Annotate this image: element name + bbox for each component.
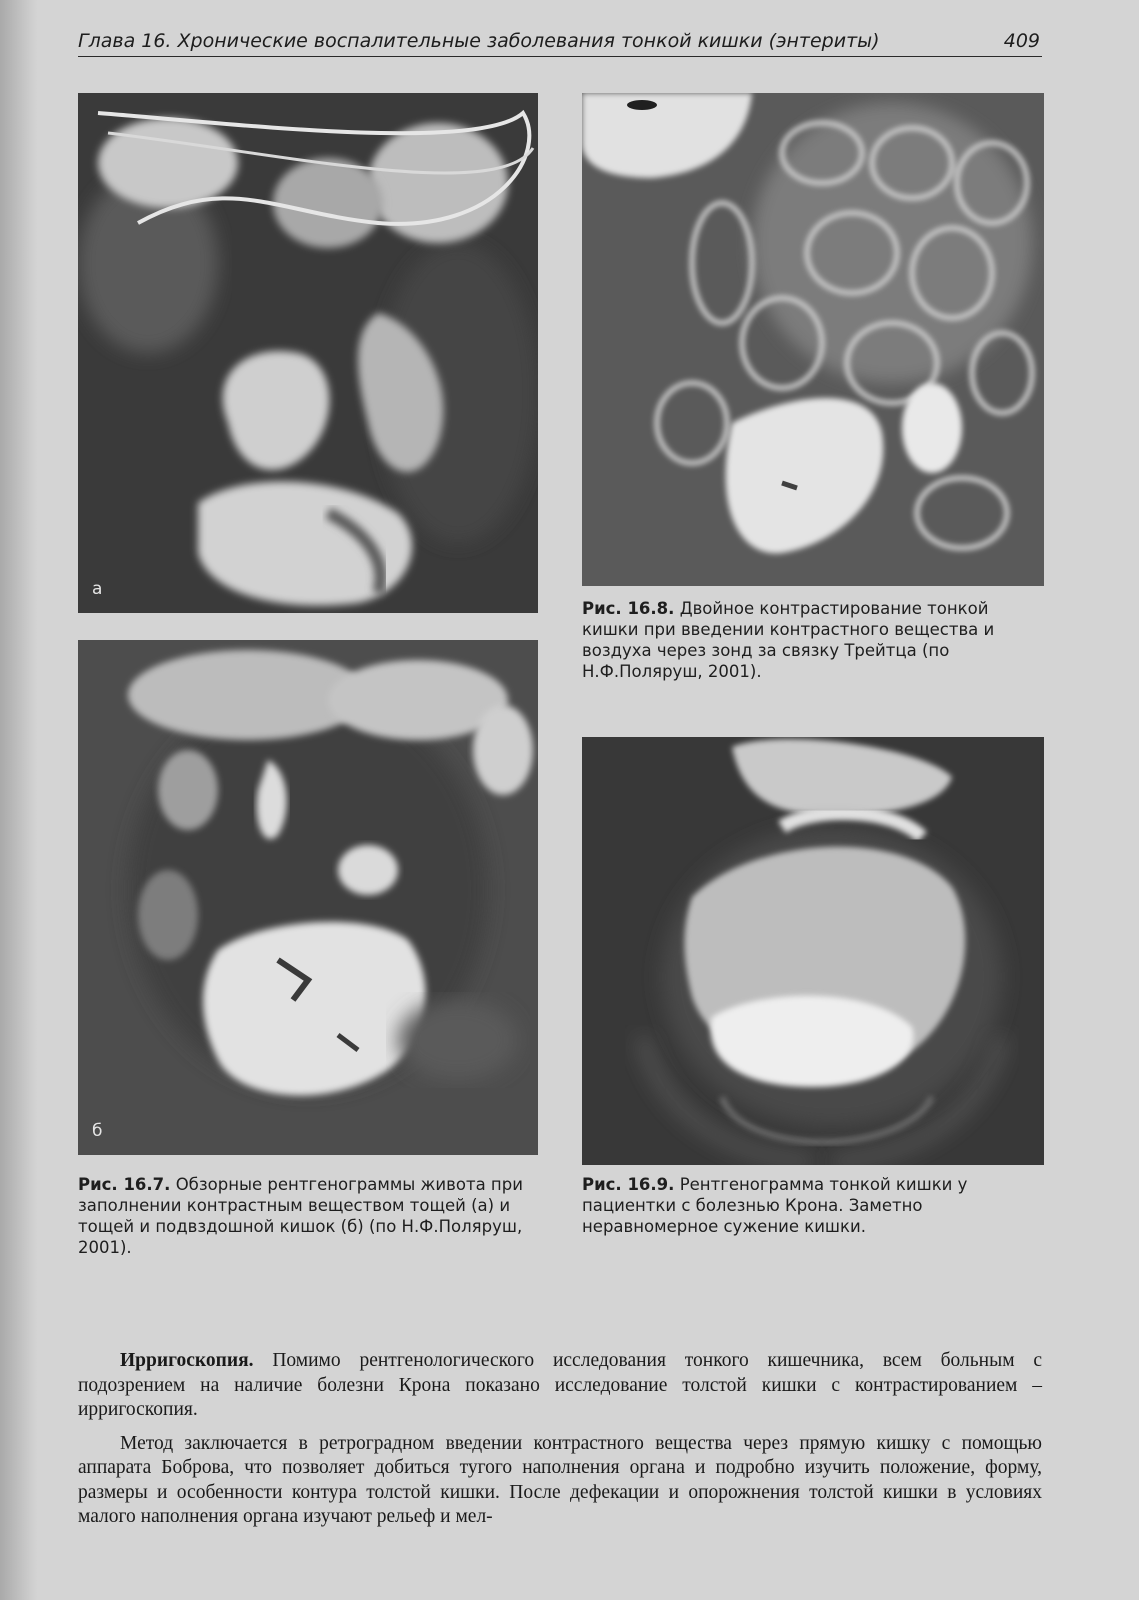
caption-lead: Рис. 16.7.	[78, 1175, 171, 1194]
paragraph-irrigoscopy	[78, 1349, 1042, 1423]
xray-image-16-7b	[78, 640, 538, 1155]
panel-label-a: а	[92, 579, 103, 599]
paragraph-text: Метод заключается в ретроградном введении контрастного вещества через прямую кишку с помощью аппарата Боброва, что позволяет добиться тугого наполнения органа и подробно изучить положение, форму, размеры и особенности контура толстой кишки. После дефекации и опорожнения толстой кишки в условиях малого наполнения органа изучают рельеф и мел-	[78, 1432, 1042, 1527]
caption-text: Рентгенограмма тонкой кишки у пациентки с болезнью Крона. Заметно неравномерное сужение кишки.	[582, 1175, 968, 1236]
paragraph-text: Помимо рентгенологического исследования тонкого кишечника, всем больным с подозрением на наличие болезни Крона показано исследование толстой кишки с контрастированием – ирригоскопия.	[78, 1350, 1042, 1420]
panel-label-b: б	[92, 1121, 103, 1141]
chapter-title: Глава 16. Хронические воспалительные заболевания тонкой кишки (энтериты)	[78, 30, 880, 52]
body-text	[78, 1349, 1042, 1539]
page-number: 409	[1003, 30, 1040, 52]
xray-image-16-9	[582, 737, 1044, 1165]
paragraph-method	[78, 1432, 1042, 1530]
figure-caption-16-9	[582, 1174, 1042, 1237]
caption-text: Обзорные рентгенограммы живота при заполнении контрастным веществом тощей (а) и тощей и подвздошной кишок (б) (по Н.Ф.Поляруш, 2001).	[78, 1175, 523, 1257]
figure-caption-16-7	[78, 1174, 534, 1258]
page-gutter-shadow	[0, 0, 38, 1600]
runin-heading: Ирригоскопия.	[120, 1350, 254, 1371]
caption-lead: Рис. 16.9.	[582, 1175, 675, 1194]
running-header	[78, 28, 1042, 57]
caption-text: Двойное контрастирование тонкой кишки при введении контрастного вещества и воздуха через зонд за связку Трейтца (по Н.Ф.Поляруш, 2001).	[582, 599, 995, 681]
xray-image-16-7a	[78, 93, 538, 613]
figure-caption-16-8	[582, 598, 1042, 682]
xray-image-16-8	[582, 93, 1044, 586]
caption-lead: Рис. 16.8.	[582, 599, 675, 618]
